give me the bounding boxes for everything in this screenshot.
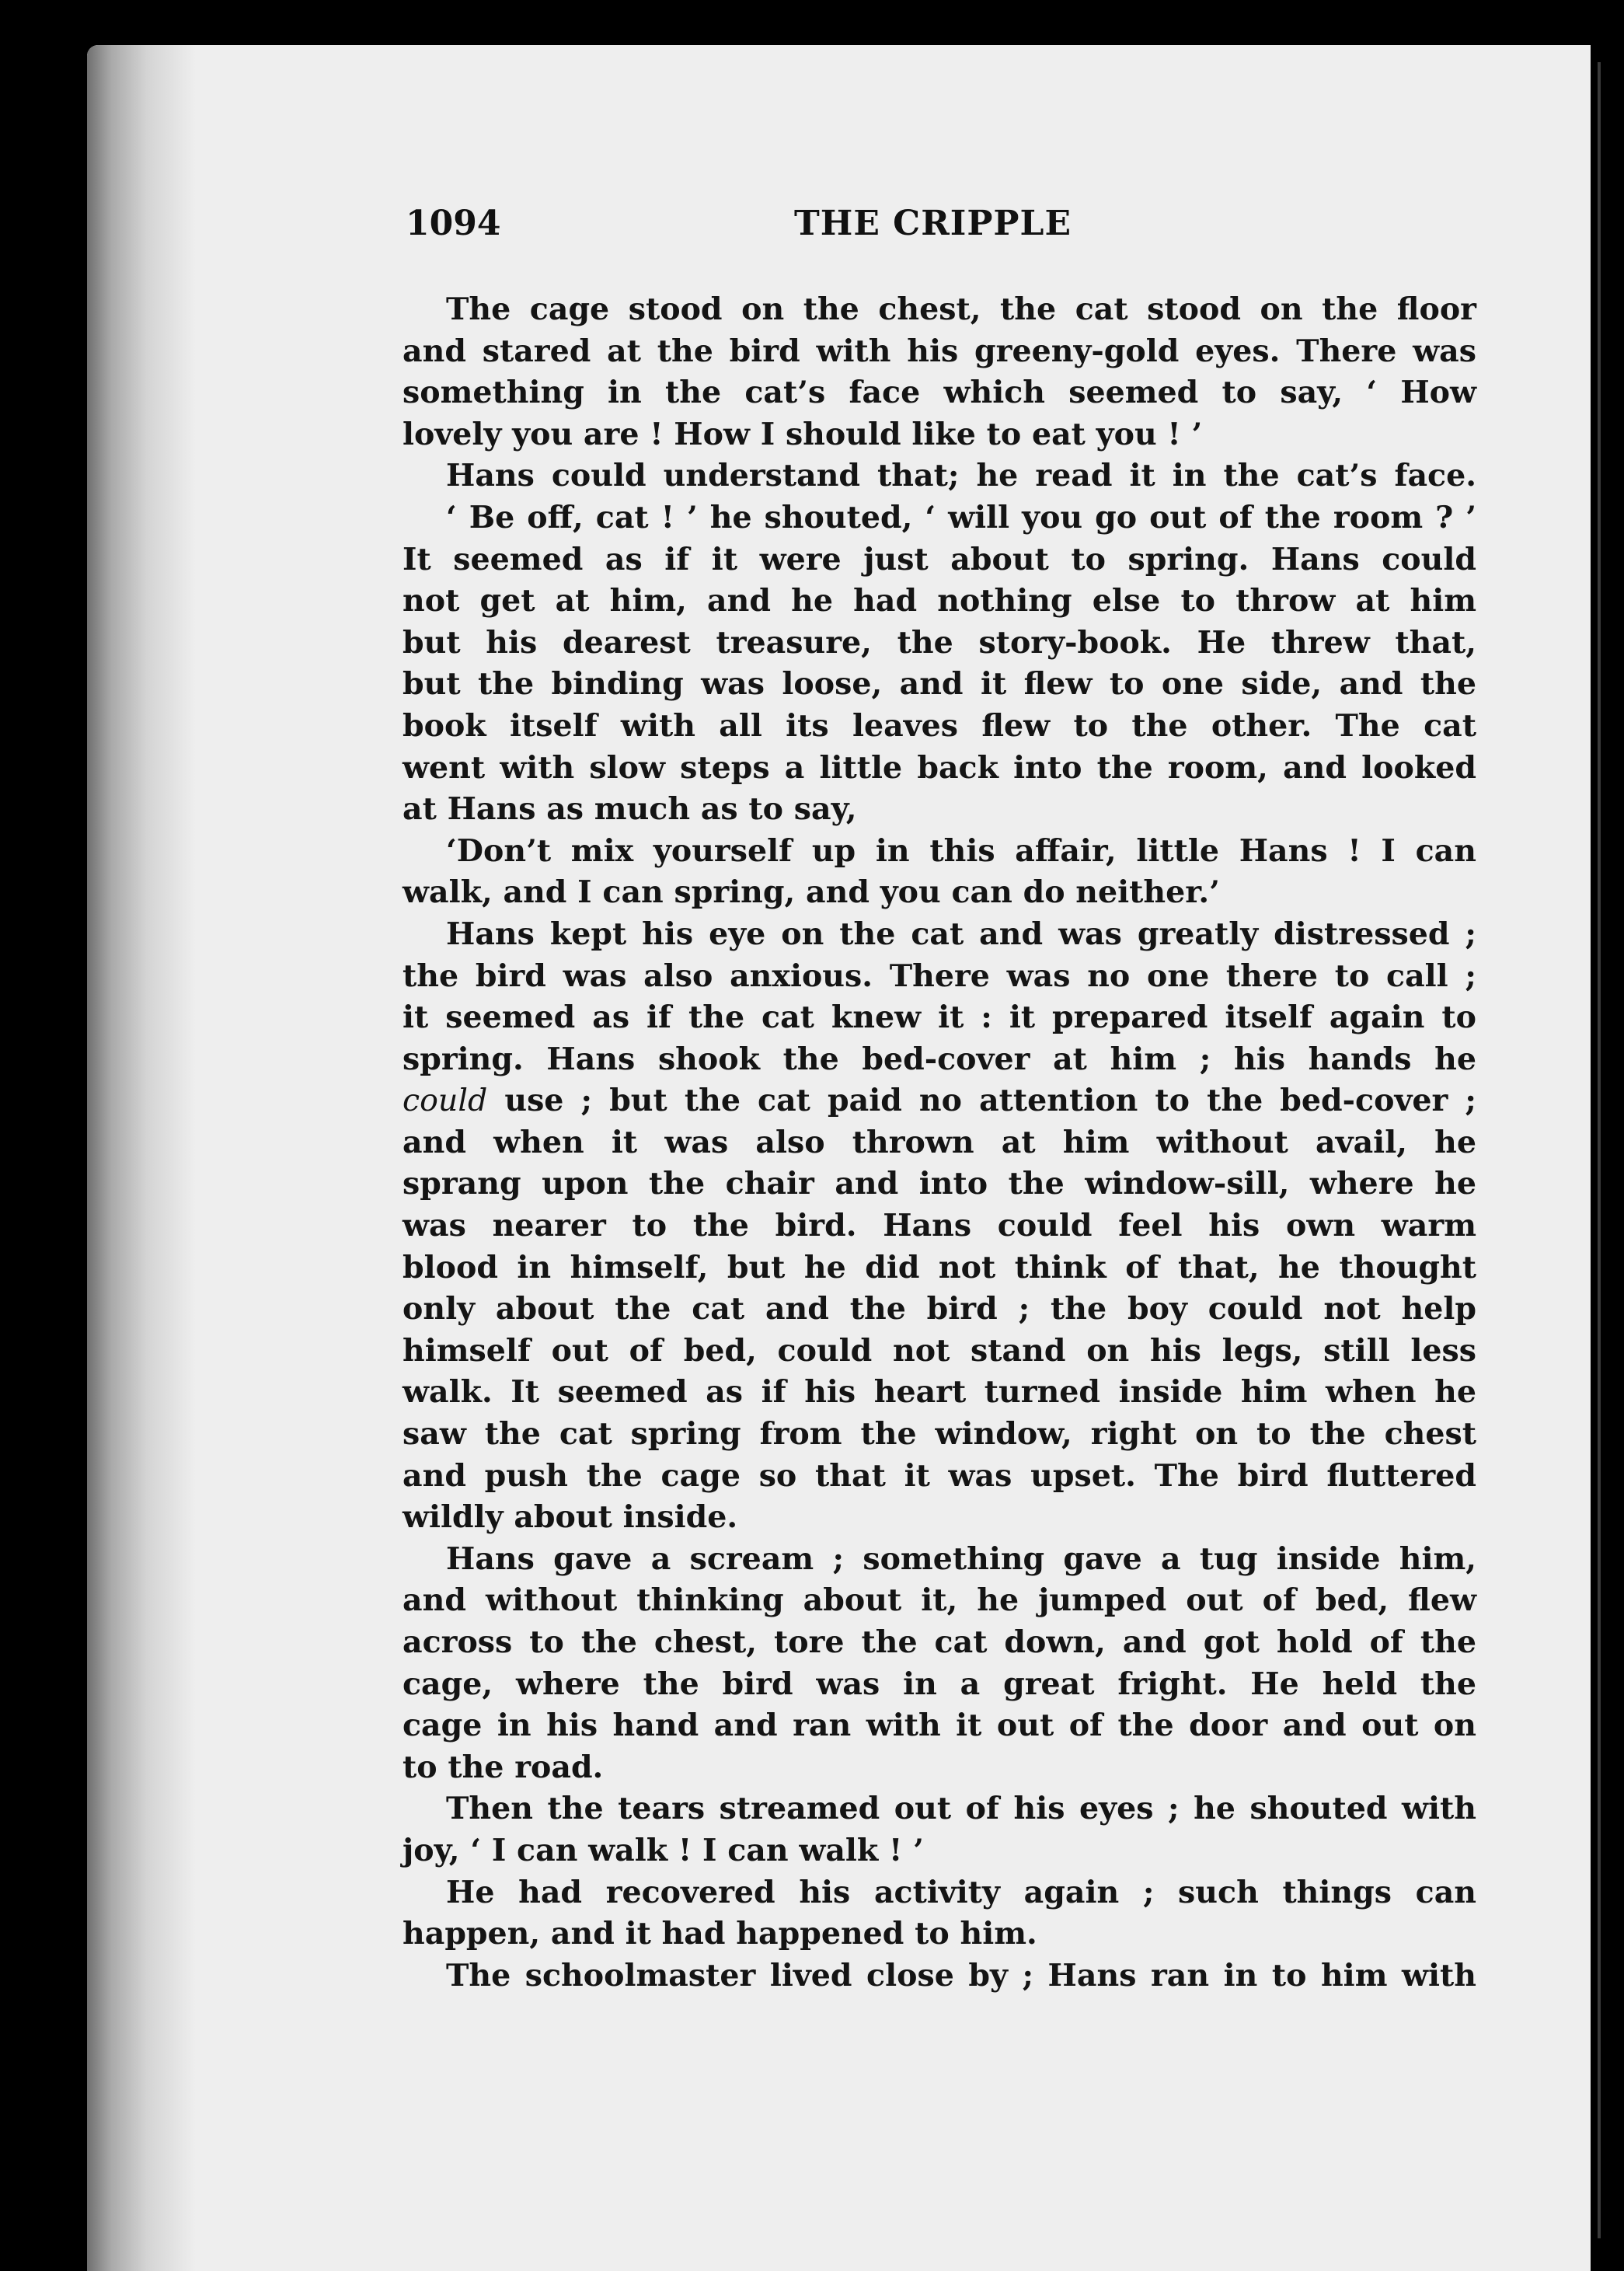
text-line <box>403 1539 1476 1581</box>
text-line <box>403 664 1476 706</box>
text-line <box>403 706 1476 748</box>
text-line-content: but his dearest treasure, the story-book. He threw that, <box>403 624 1476 661</box>
text-line <box>403 331 1476 373</box>
text-line-content: it seemed as if the cat knew it : it prepared itself again to <box>403 999 1476 1036</box>
text-line <box>403 997 1476 1039</box>
text-line <box>403 1163 1476 1205</box>
text-line-content: was nearer to the bird. Hans could feel his own warm <box>403 1208 1476 1244</box>
text-line <box>403 1830 1476 1872</box>
text-line-content: something in the cat’s face which seemed to say, ‘ How <box>403 375 1476 411</box>
text-line-content: ‘Don’t mix yourself up in this affair, little Hans ! I can <box>446 832 1476 869</box>
text-line <box>403 1080 1476 1122</box>
text-line <box>403 831 1476 873</box>
adjacent-page-edge <box>1591 0 1624 2271</box>
text-line <box>403 1580 1476 1622</box>
text-line-content: The cage stood on the chest, the cat stood on the floor <box>446 291 1476 327</box>
page-gutter-shadow <box>87 45 196 2271</box>
text-line <box>403 1372 1476 1414</box>
text-line <box>403 455 1476 497</box>
text-line-content: lovely you are ! How I should like to eat you ! ’ <box>403 416 1203 452</box>
text-line <box>403 372 1476 414</box>
text-line <box>403 1705 1476 1747</box>
text-line <box>403 1289 1476 1331</box>
text-line-content: and stared at the bird with his greeny-gold eyes. There was <box>403 333 1476 369</box>
text-line-content: across to the chest, tore the cat down, and got hold of the <box>403 1624 1476 1660</box>
text-line-content: but the binding was loose, and it flew to one side, and the <box>403 666 1476 703</box>
text-line-content: The schoolmaster lived close by ; Hans ran in to him with <box>446 1957 1476 1994</box>
text-line-content: and when it was also thrown at him without avail, he <box>403 1124 1476 1160</box>
page-number: 1094 <box>406 204 501 243</box>
text-line <box>403 1456 1476 1498</box>
text-line <box>403 1622 1476 1664</box>
text-line-content: Then the tears streamed out of his eyes ; he shouted with <box>446 1791 1476 1827</box>
text-line-content: Hans kept his eye on the cat and was greatly distressed ; <box>446 916 1476 952</box>
text-line-content: cage in his hand and ran with it out of the door and out on <box>403 1708 1476 1744</box>
text-line <box>403 289 1476 331</box>
text-line-content: blood in himself, but he did not think of that, he thought <box>403 1249 1476 1286</box>
text-line-content: to the road. <box>403 1749 604 1785</box>
text-line <box>403 1788 1476 1830</box>
text-line <box>403 1039 1476 1081</box>
text-line-content: It seemed as if it were just about to spring. Hans could <box>403 541 1476 577</box>
text-line-content: cage, where the bird was in a great fright. He held the <box>403 1666 1476 1702</box>
text-line-content: not get at him, and he had nothing else to throw at him <box>403 583 1476 619</box>
text-line <box>403 1664 1476 1706</box>
text-line-content: went with slow steps a little back into the room, and looked <box>403 749 1476 786</box>
body-text <box>403 289 1476 1997</box>
text-line-content: at Hans as much as to say, <box>403 791 857 828</box>
text-line <box>403 414 1476 456</box>
text-line <box>403 789 1476 831</box>
text-line <box>403 623 1476 665</box>
text-line <box>403 914 1476 956</box>
text-line <box>403 1205 1476 1247</box>
text-line <box>403 1747 1476 1789</box>
text-line-content: He had recovered his activity again ; such things can <box>446 1874 1476 1910</box>
text-line <box>403 872 1476 914</box>
text-line <box>403 1414 1476 1456</box>
text-line-content: joy, ‘ I can walk ! I can walk ! ’ <box>403 1832 924 1868</box>
text-line-content: use ; but the cat paid no attention to the bed-cover ; <box>487 1083 1476 1119</box>
text-line <box>403 748 1476 790</box>
text-line <box>403 497 1476 539</box>
text-line <box>403 1497 1476 1539</box>
text-line-content: the bird was also anxious. There was no one there to call ; <box>403 958 1476 994</box>
text-line-content: saw the cat spring from the window, right on to the chest <box>403 1416 1476 1453</box>
text-line-content: happen, and it had happened to him. <box>403 1916 1037 1952</box>
text-line <box>403 1331 1476 1373</box>
text-line <box>403 1247 1476 1289</box>
italic-word: could <box>403 1083 488 1119</box>
text-line <box>403 1955 1476 1997</box>
text-line-content: and push the cage so that it was upset. The bird fluttered <box>403 1457 1476 1494</box>
text-line-content: Hans gave a scream ; something gave a tug inside him, <box>446 1540 1476 1577</box>
page-header <box>406 204 1478 258</box>
text-line-content: walk, and I can spring, and you can do neither.’ <box>403 874 1220 911</box>
text-line-content: spring. Hans shook the bed-cover at him ; his hands he <box>403 1041 1476 1077</box>
text-line-content: himself out of bed, could not stand on his legs, still less <box>403 1332 1476 1369</box>
text-line <box>403 581 1476 623</box>
text-line-content: Hans could understand that; he read it in the cat’s face. <box>446 458 1476 494</box>
running-title: THE CRIPPLE <box>794 204 1072 243</box>
adjacent-page-line <box>1598 62 1601 2238</box>
text-line-content: only about the cat and the bird ; the boy could not help <box>403 1291 1476 1327</box>
text-line <box>403 1122 1476 1164</box>
text-line-content: wildly about inside. <box>403 1499 738 1536</box>
text-line <box>403 539 1476 581</box>
text-line-content: walk. It seemed as if his heart turned inside him when he <box>403 1374 1476 1411</box>
text-line-content: sprang upon the chair and into the window-sill, where he <box>403 1166 1476 1202</box>
text-line-content: ‘ Be off, cat ! ’ he shouted, ‘ will you go out of the room ? ’ <box>446 499 1476 535</box>
text-line <box>403 1872 1476 1914</box>
text-line-content: book itself with all its leaves flew to the other. The cat <box>403 707 1476 744</box>
text-line-content: and without thinking about it, he jumped out of bed, flew <box>403 1582 1476 1619</box>
text-line <box>403 956 1476 998</box>
text-line <box>403 1913 1476 1955</box>
